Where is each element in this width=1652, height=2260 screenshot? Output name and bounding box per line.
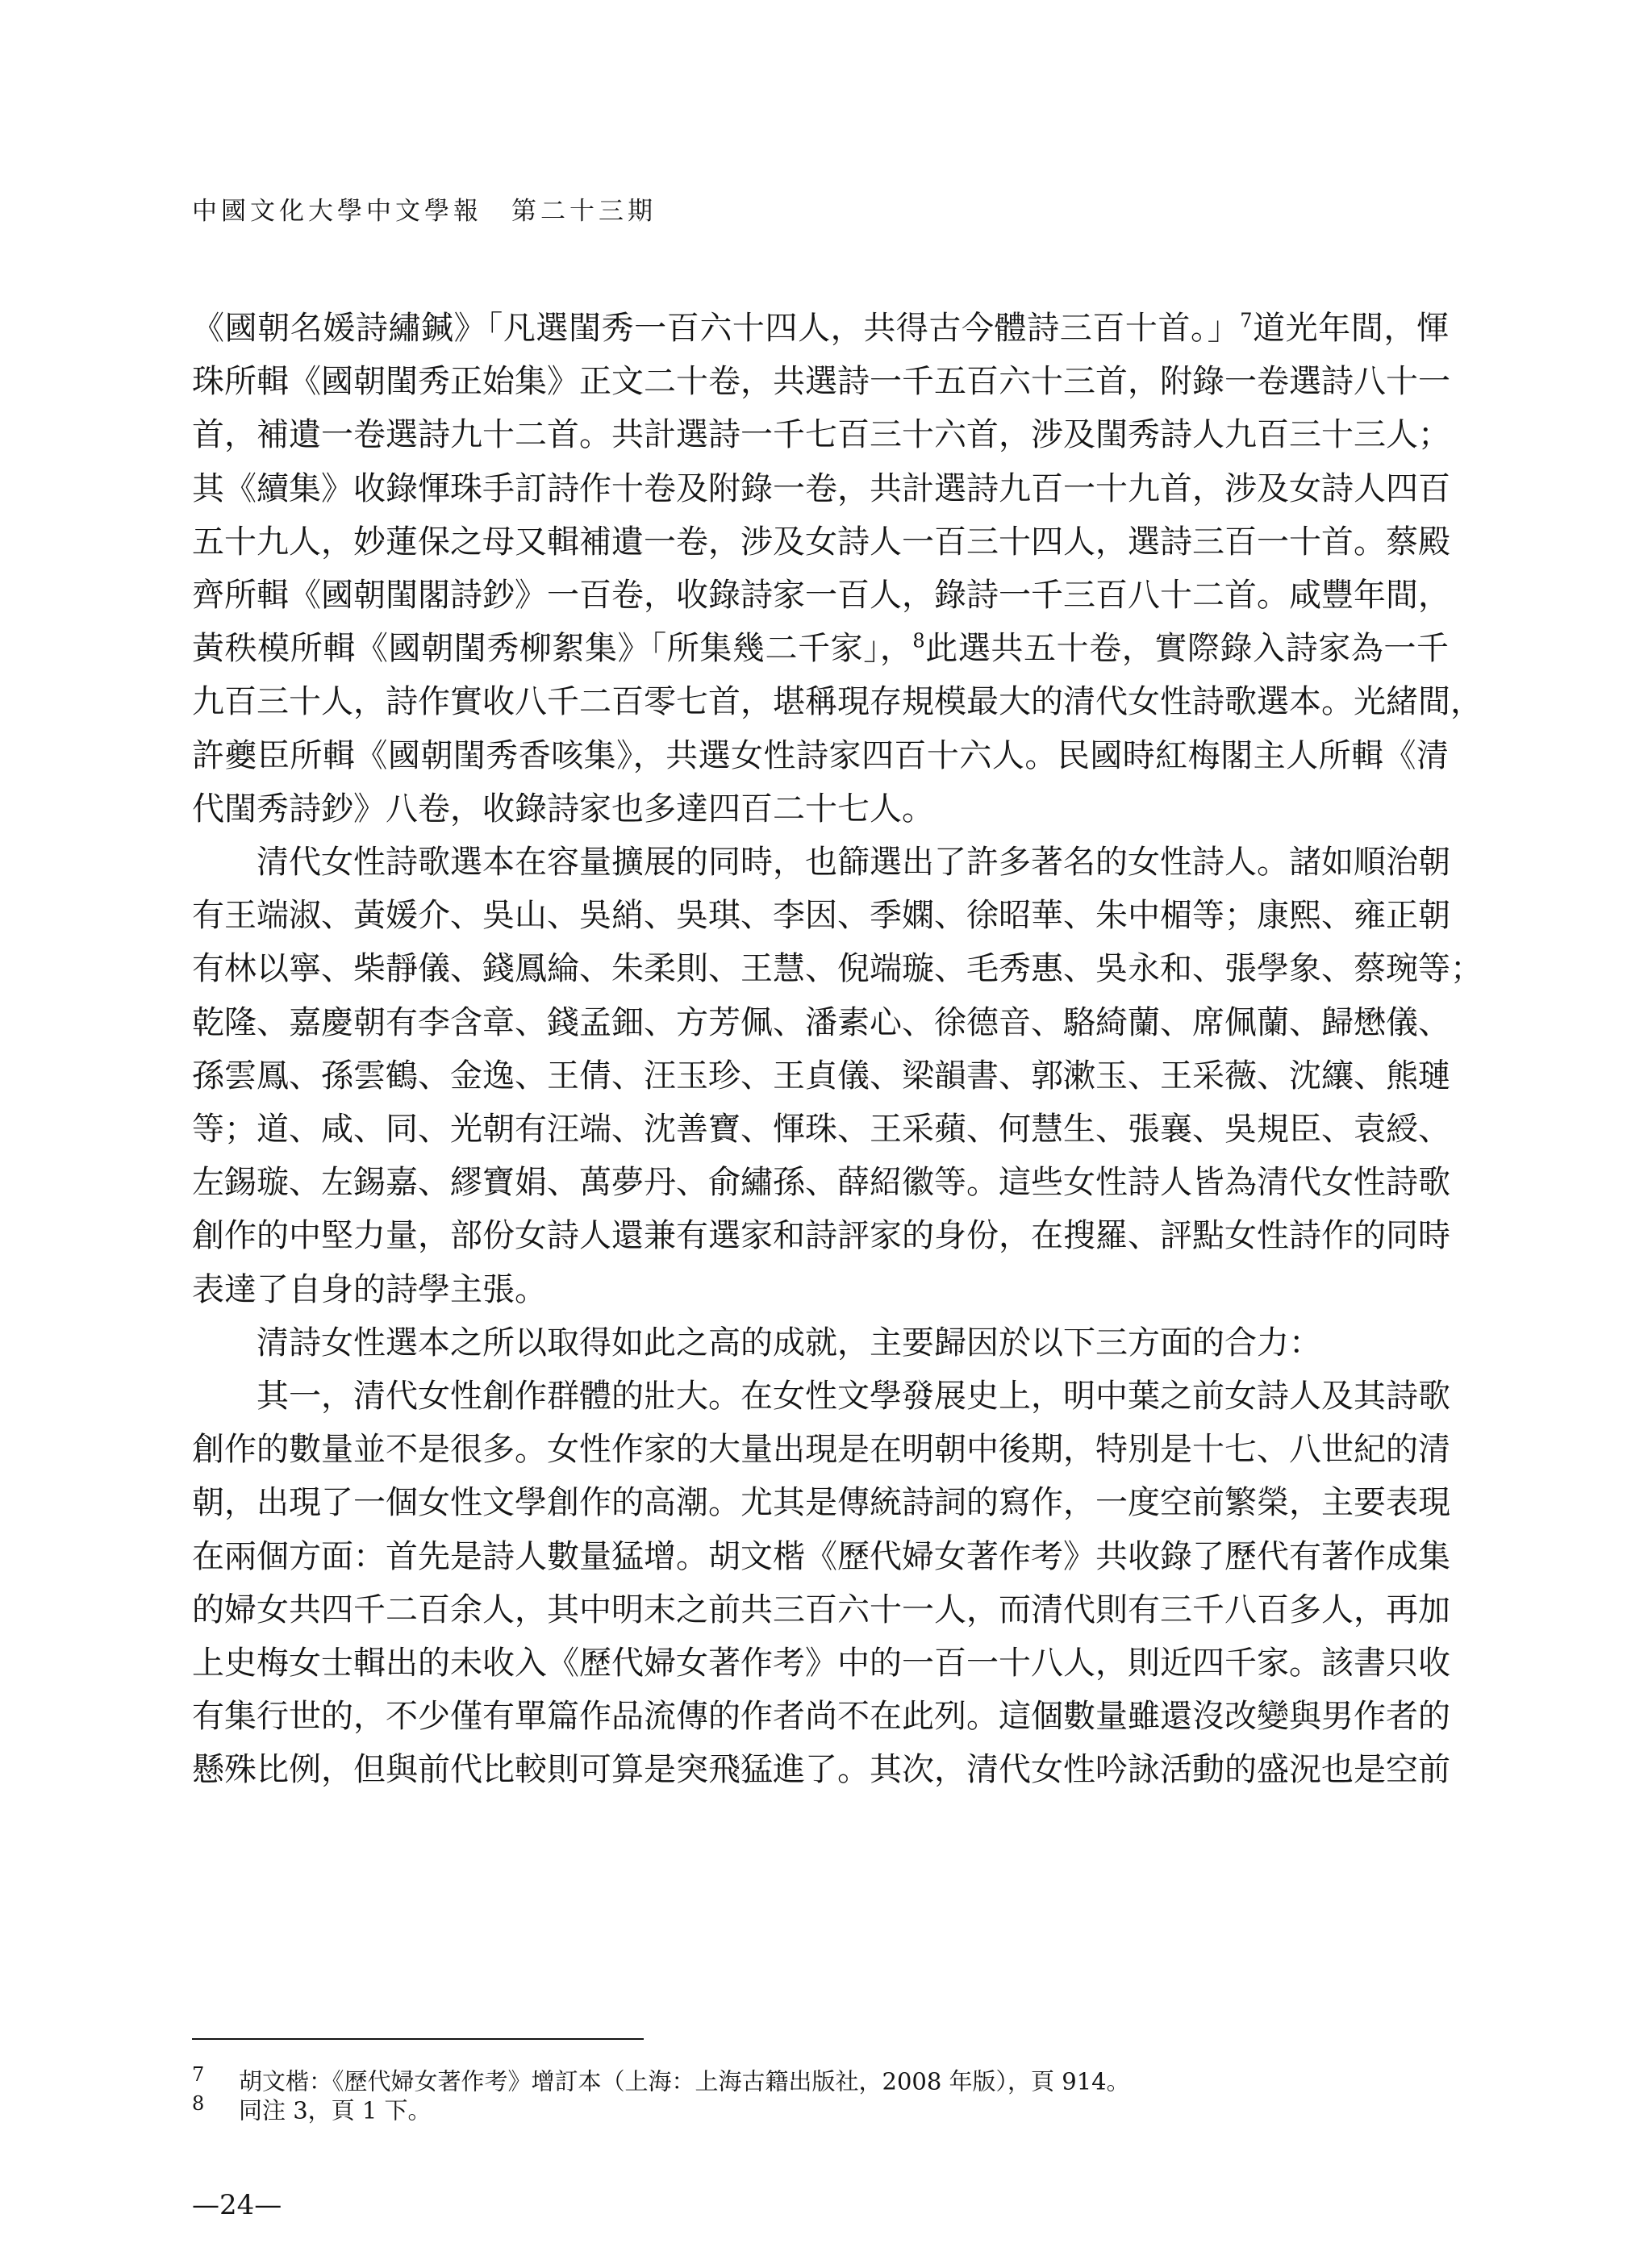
text-segment: 有王端淑、黃媛介、吳山、吳綃、吳琪、李因、季嫻、徐昭華、朱中楣等；康熙、雍正朝: [192, 897, 1450, 935]
text-segment: 有林以寧、柴靜儀、錢鳳綸、朱柔則、王慧、倪端璇、毛秀惠、吳永和、張學象、蔡琬等；: [192, 950, 1483, 988]
text-segment: 道光年間，惲: [1252, 310, 1450, 347]
text-segment: 齊所輯《國朝閨閣詩鈔》一百卷，收錄詩家一百人，錄詩一千三百八十二首。咸豐年間，: [192, 577, 1450, 615]
text-segment: 珠所輯《國朝閨秀正始集》正文二十卷，共選詩一千五百六十三首，附錄一卷選詩八十一: [192, 363, 1450, 401]
text-segment: 的婦女共四千二百余人，其中明末之前共三百六十一人，而清代則有三千八百多人，再加: [192, 1591, 1450, 1628]
text-segment: 黃秩模所輯《國朝閨秀柳絮集》「所集幾二千家」，: [192, 630, 913, 668]
text-line: [192, 1049, 1449, 1103]
text-segment: 清代女性詩歌選本在容量擴展的同時，也篩選出了許多著名的女性詩人。諸如順治朝: [257, 844, 1450, 882]
text-segment: 許夔臣所輯《國朝閨秀香咳集》，共選女性詩家四百十六人。民國時紅梅閣主人所輯《清: [192, 736, 1449, 774]
text-line: [192, 942, 1483, 995]
text-line: [192, 1209, 1449, 1262]
text-line: [192, 1423, 1449, 1476]
body-text: [192, 302, 1483, 1797]
footnote-8: [192, 2092, 432, 2126]
text-line: [192, 1263, 1449, 1316]
text-segment: 乾隆、嘉慶朝有李含章、錢孟鈿、方芳佩、潘素心、徐德音、駱綺蘭、席佩蘭、歸懋儀、: [192, 1003, 1450, 1041]
text-segment: 左錫璇、左錫嘉、繆寶娟、萬夢丹、俞繡孫、薛紹徽等。這些女性詩人皆為清代女性詩歌: [192, 1164, 1450, 1202]
text-line: [192, 996, 1449, 1049]
paragraph: [192, 1370, 1449, 1797]
text-line: [192, 1743, 1449, 1796]
text-segment: 其一，清代女性創作群體的壯大。在女性文學發展史上，明中葉之前女詩人及其詩歌: [257, 1378, 1450, 1416]
text-segment: 懸殊比例，但與前代比較則可算是突飛猛進了。其次，清代女性吟詠活動的盛況也是空前: [192, 1751, 1450, 1789]
text-segment: 清詩女性選本之所以取得如此之高的成就，主要歸因於以下三方面的合力：: [257, 1324, 1321, 1361]
text-segment: 其《續集》收錄惲珠手訂詩作十卷及附錄一卷，共計選詩九百一十九首，涉及女詩人四百: [192, 469, 1450, 507]
running-header: 中國文化大學中文學報 第二十三期: [192, 197, 657, 226]
text-line: [192, 1583, 1449, 1637]
text-line: [192, 782, 1449, 836]
page-number: —24—: [192, 2189, 282, 2221]
text-segment: 朝，出現了一個女性文學創作的高潮。尤其是傳統詩詞的寫作，一度空前繁榮，主要表現: [192, 1484, 1450, 1522]
footnote-number: 8: [192, 2092, 205, 2115]
text-line: [192, 622, 1449, 675]
text-segment: 有集行世的，不少僅有單篇作品流傳的作者尚不在此列。這個數量雖還沒改變與男作者的: [192, 1698, 1450, 1736]
text-segment: 創作的中堅力量，部份女詩人還兼有選家和詩評家的身份，在搜羅、評點女性詩作的同時: [192, 1217, 1450, 1255]
footnote-number: 7: [192, 2063, 205, 2086]
text-line: [192, 1476, 1449, 1529]
text-line: [192, 355, 1449, 408]
text-segment: 九百三十人，詩作實收八千二百零七首，堪稱現存規模最大的清代女性詩歌選本。光緒間，: [192, 683, 1483, 721]
footnote-marker: 8: [912, 629, 925, 653]
footnote-rule: [192, 2038, 644, 2040]
text-line: [192, 1103, 1449, 1156]
text-line: [192, 1156, 1449, 1209]
text-line: [192, 1637, 1449, 1690]
text-line: [192, 1690, 1449, 1743]
text-segment: 《國朝名媛詩繡鍼》「凡選閨秀一百六十四人，共得古今體詩三百十首。」: [192, 310, 1241, 347]
text-line: [192, 408, 1449, 461]
text-segment: 上史梅女士輯出的未收入《歷代婦女著作考》中的一百一十八人，則近四千家。該書只收: [192, 1645, 1450, 1682]
text-segment: 等；道、咸、同、光朝有汪端、沈善寶、惲珠、王采蘋、何慧生、張襄、吳規臣、袁綬、: [192, 1111, 1450, 1149]
text-line: [192, 1530, 1449, 1583]
text-line: [192, 675, 1483, 728]
text-segment: 五十九人，妙蓮保之母又輯補遺一卷，涉及女詩人一百三十四人，選詩三百一十首。蔡殿: [192, 523, 1450, 561]
text-segment: 創作的數量並不是很多。女性作家的大量出現是在明朝中後期，特別是十七、八世紀的清: [192, 1431, 1450, 1469]
text-segment: 此選共五十卷，實際錄入詩家為一千: [924, 630, 1450, 668]
footnote-marker: 7: [1240, 309, 1253, 332]
text-line: [192, 569, 1449, 622]
text-line: [192, 729, 1449, 782]
text-line: [192, 1370, 1449, 1423]
text-line: [192, 889, 1449, 942]
text-line: [192, 1316, 1449, 1370]
paragraph: [192, 1316, 1449, 1370]
text-segment: 代閨秀詩鈔》八卷，收錄詩家也多達四百二十七人。: [192, 790, 934, 828]
text-segment: 孫雲鳳、孫雲鶴、金逸、王倩、汪玉珍、王貞儀、梁韻書、郭漱玉、王采薇、沈纕、熊璉: [192, 1057, 1450, 1095]
footnote-text: 胡文楷：《歷代婦女著作考》增訂本（上海：上海古籍出版社，2008 年版），頁 914。: [239, 2067, 1130, 2095]
text-segment: 在兩個方面：首先是詩人數量猛增。胡文楷《歷代婦女著作考》共收錄了歷代有著作成集: [192, 1537, 1450, 1575]
text-line: [192, 515, 1449, 569]
footnote-text: 同注 3，頁 1 下。: [239, 2096, 432, 2124]
text-line: [192, 462, 1449, 515]
text-segment: 首，補遺一卷選詩九十二首。共計選詩一千七百三十六首，涉及閨秀詩人九百三十三人；: [192, 416, 1450, 454]
text-line: [192, 302, 1449, 355]
paragraph: [192, 302, 1483, 836]
text-segment: 表達了自身的詩學主張。: [192, 1270, 547, 1308]
paragraph: [192, 836, 1483, 1316]
text-line: [192, 836, 1449, 889]
